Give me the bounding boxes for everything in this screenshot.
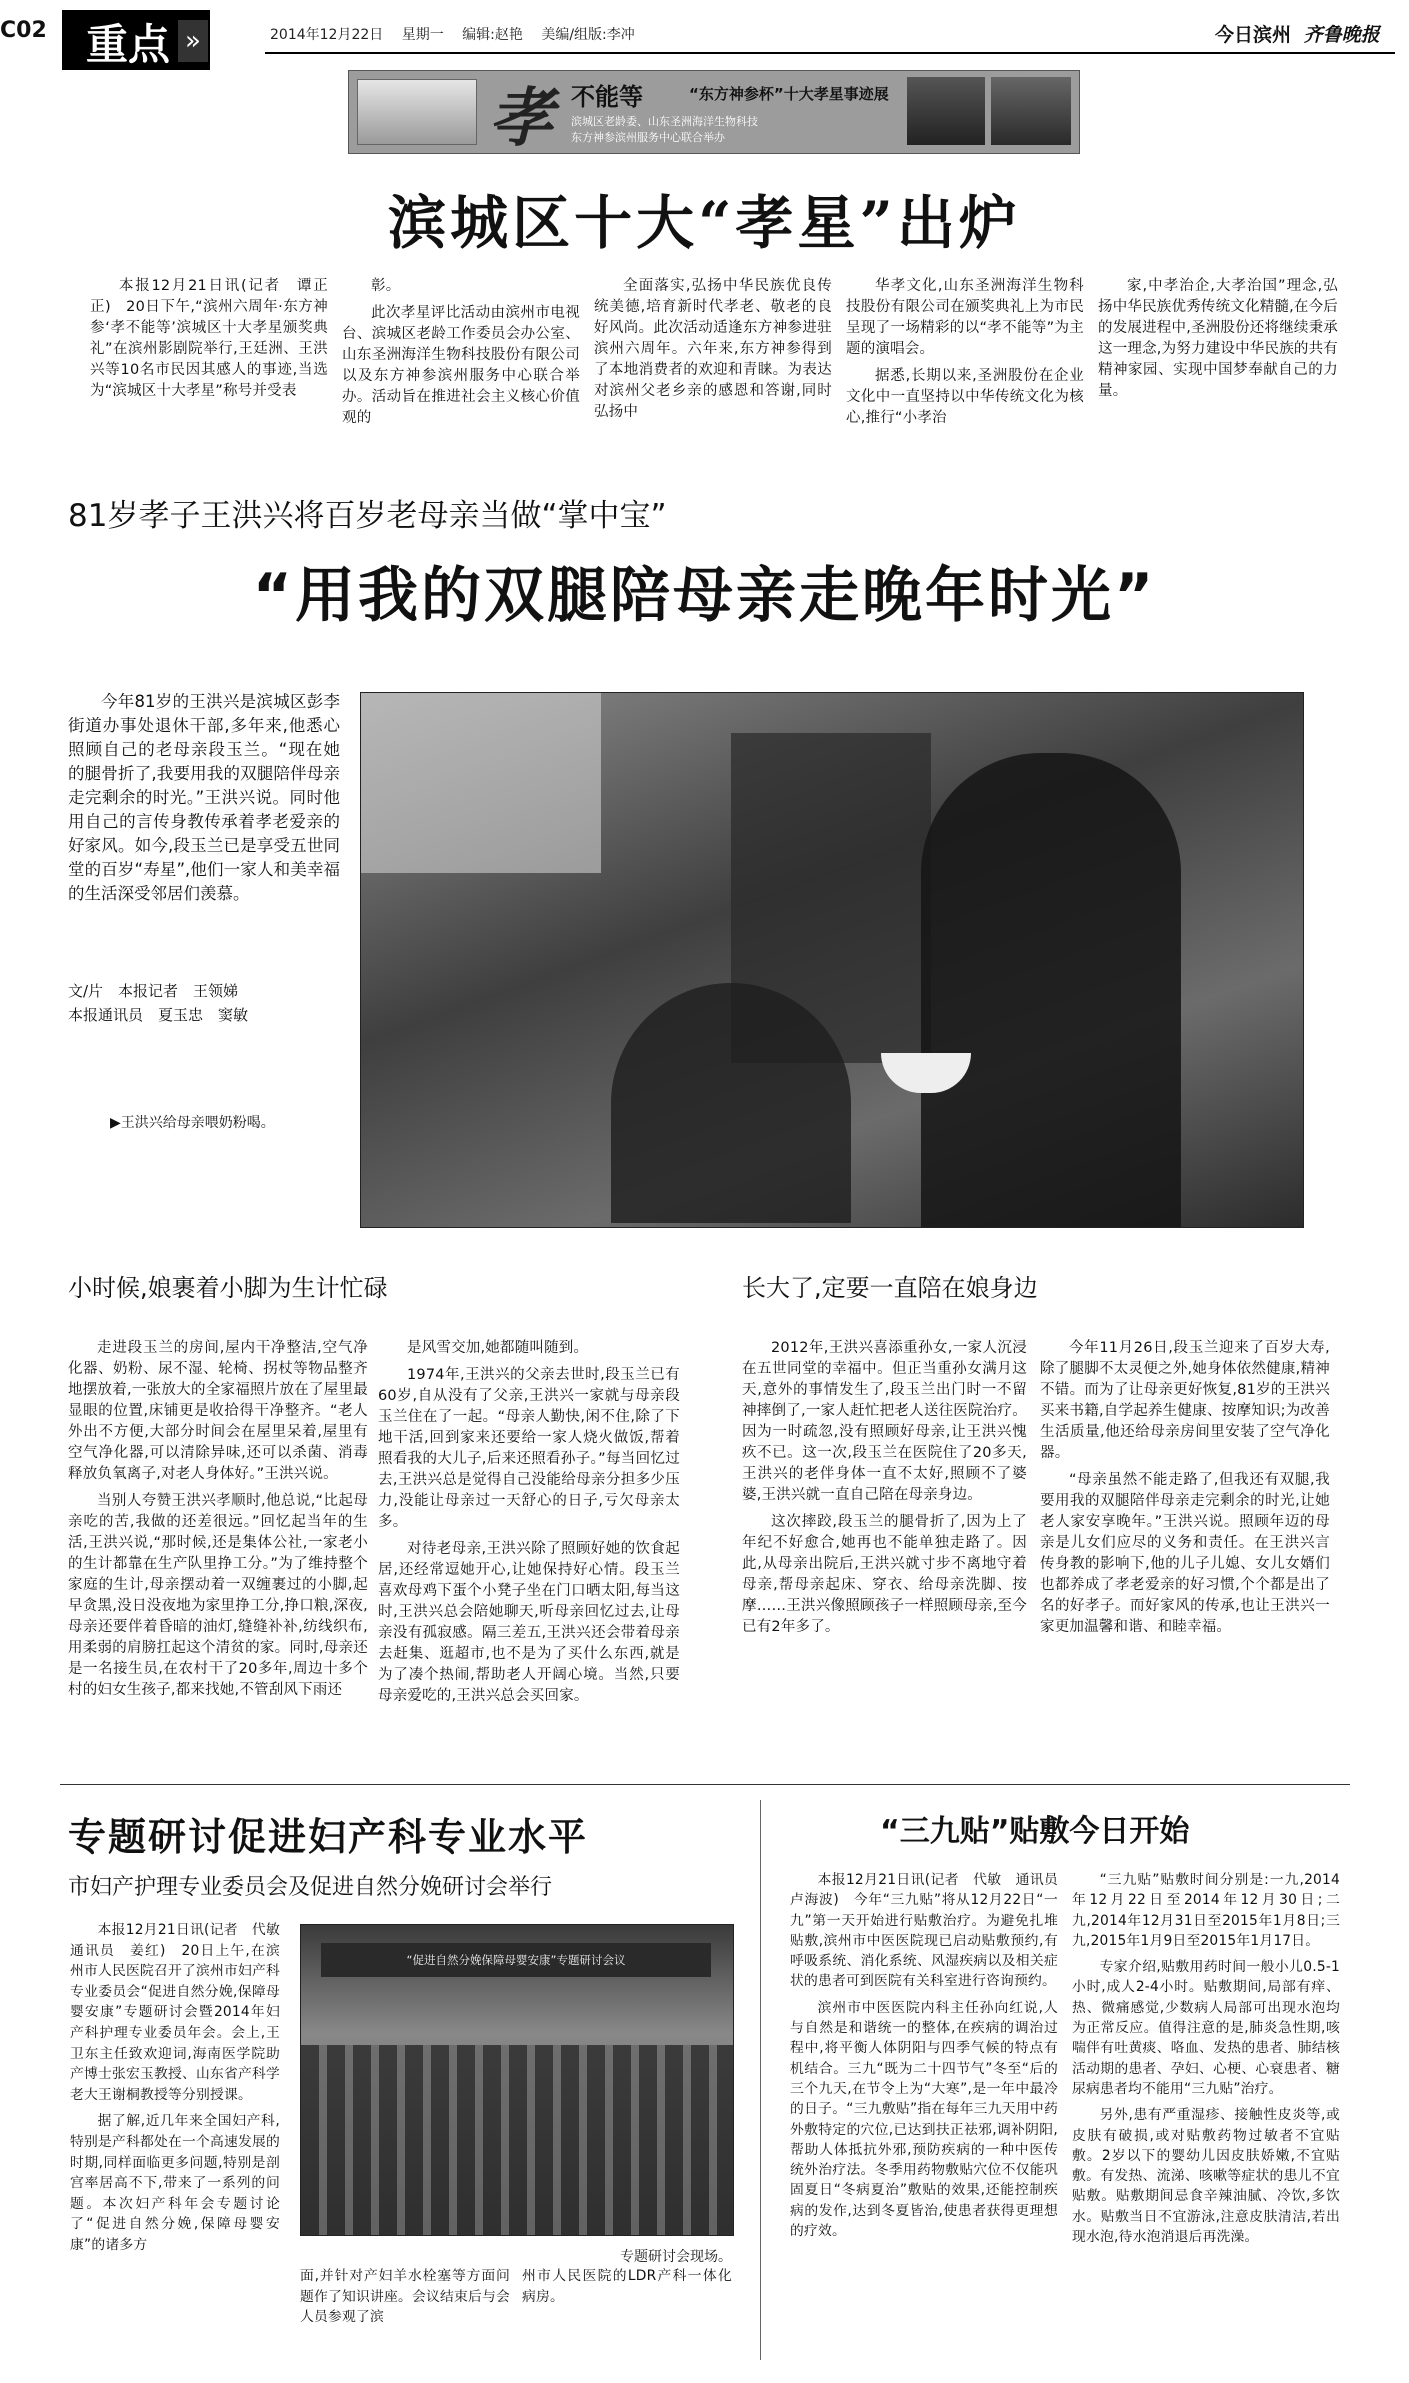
issue-date: 2014年12月22日 bbox=[270, 27, 384, 43]
article2-s1-text: 当别人夸赞王洪兴孝顺时,他总说,“比起母亲吃的苦,我做的还差很远。”回忆起当年的生活,王洪兴说,“那时候,还是集体公社,一家老小的生计都靠在生产队里挣工分。”为了维持整个家庭的生计,母亲摆动着一双缠裹过的小脚,起早贪黑,没日没夜地为家里挣工分,挣口粮,深夜,母亲还要伴着昏暗的油灯,缝缝补补,纺线织布,用柔弱的肩膀扛起这个清贫的家。同时,母亲还是一名接生员,在农村干了20多年,周边十多个村的妇女生孩子,都来找她,不管刮风下雨还 bbox=[68, 1493, 368, 1698]
banner-line1: 滨城区老龄委、山东圣洲海洋生物科技 bbox=[571, 115, 758, 128]
article2-s2-column-1 bbox=[742, 1338, 1027, 1644]
article2-s1-text: 走进段玉兰的房间,屋内干净整洁,空气净化器、奶粉、尿不湿、轮椅、拐杖等物品整齐地摆放着,一张放大的全家福照片放在了屋里最显眼的位置,床铺更是收拾得干净整齐。“老人外出不方便,大部分时间会在屋里呆着,屋里有空气净化器,可以清除异味,还可以杀菌、消毒释放负氧离子,对老人身体好。”王洪兴说。 bbox=[68, 1340, 368, 1482]
article3-column-2 bbox=[300, 2266, 510, 2334]
article1-paragraph: 彰。 bbox=[371, 278, 401, 294]
article1-column-1 bbox=[90, 276, 328, 408]
designer: 美编/组版:李冲 bbox=[541, 27, 635, 43]
banner-event: “东方神参杯”十大孝星事迹展 bbox=[689, 85, 889, 103]
article4-text: 专家介绍,贴敷用药时间一般小儿0.5-1小时,成人2-4小时。贴敷期间,局部有痒、热、微痛感觉,少数病人局部可出现水泡均为正常反应。值得注意的是,肺炎急性期,咳喘伴有吐黄痰、咯血、发热的患者、肺结核活动期的患者、孕妇、心梗、心衰患者、糖尿病患者均不能用“三九贴”治疗。 bbox=[1072, 1959, 1340, 2097]
article1-column-3 bbox=[594, 276, 832, 429]
article1-headline: 滨城区十大“孝星”出炉 bbox=[388, 189, 1021, 257]
editor: 编辑:赵艳 bbox=[462, 27, 523, 43]
article1-paragraph: 华孝文化,山东圣洲海洋生物科技股份有限公司在颁奖典礼上为市民呈现了一场精彩的以“孝不能等”为主题的演唱会。 bbox=[846, 278, 1084, 357]
article3-column-1 bbox=[70, 1920, 294, 2262]
article2-section2-title: 长大了,定要一直陪在娘身边 bbox=[742, 1274, 1038, 1302]
masthead-rule bbox=[265, 52, 1395, 54]
article2-s2-text: 今年11月26日,段玉兰迎来了百岁大寿,除了腿脚不太灵便之外,她身体依然健康,精神不错。而为了让母亲更好恢复,81岁的王洪兴买来书籍,自学起养生健康、按摩知识;为改善生活质量,他还给母亲房间里安装了空气净化器。 bbox=[1040, 1340, 1330, 1461]
article3-text: 州市人民医院的LDR产科一体化病房。 bbox=[522, 2268, 732, 2305]
article3-subhead: 市妇产护理专业委员会及促进自然分娩研讨会举行 bbox=[68, 1875, 553, 1900]
article1-paragraph: 此次孝星评比活动由滨州市电视台、滨城区老龄工作委员会办公室、山东圣洲海洋生物科技股份有限公司以及东方神参滨州服务中心联合举办。活动旨在推进社会主义核心价值观的 bbox=[342, 305, 580, 426]
banner-title: 不能等 bbox=[571, 83, 643, 111]
article2-byline-1: 文/片 本报记者 王领娣 bbox=[68, 982, 239, 1000]
article2-s2-text: 这次摔跤,段玉兰的腿骨折了,因为上了年纪不好愈合,她再也不能单独走路了。因此,从母亲出院后,王洪兴就寸步不离地守着母亲,帮母亲起床、穿衣、给母亲洗脚、按摩……王洪兴像照顾孩子一样照顾母亲,至今已有2年多了。 bbox=[742, 1514, 1027, 1635]
article2-s1-column-2 bbox=[378, 1338, 680, 1713]
banner-line2: 东方神参滨州服务中心联合举办 bbox=[571, 131, 725, 144]
article3-photo bbox=[300, 1924, 734, 2236]
section-title: 重点 bbox=[86, 20, 171, 69]
article3-headline: 专题研讨促进妇产科专业水平 bbox=[68, 1815, 589, 1859]
article2-section1-title: 小时候,娘裹着小脚为生计忙碌 bbox=[68, 1274, 388, 1302]
article4-text: “三九贴”贴敷时间分别是:一九,2014年12月22日至2014年12月30日;二九,2014年12月31日至2015年1月8日;三九,2015年1月9日至2015年1月17日。 bbox=[1072, 1872, 1340, 1949]
banner-big-char: 孝 bbox=[489, 81, 553, 156]
article4-text: 本报12月21日讯(记者 代敏 通讯员 卢海波) 今年“三九贴”将从12月22日“一九”第一天开始进行贴敷治疗。为避免扎堆贴敷,滨州市中医医院现已启动贴敷预约,有呼吸系统、消化系统、风湿疾病以及相关症状的患者可到医院有关科室进行咨询预约。 bbox=[790, 1872, 1072, 1990]
article2-s1-text: 对待老母亲,王洪兴除了照顾好她的饮食起居,还经常逗她开心,让她保持好心情。段玉兰喜欢母鸡下蛋个小凳子坐在门口晒太阳,每当这时,王洪兴总会陪她聊天,听母亲回忆过去,让母亲没有孤寂感。隔三差五,王洪兴还会带着母亲去赶集、逛超市,也不是为了买什么东西,就是为了凑个热闹,帮助老人开阔心境。当然,只要母亲爱吃的,王洪兴总会买回家。 bbox=[378, 1541, 680, 1704]
article3-audience bbox=[301, 2045, 733, 2235]
photo-caption: ▶王洪兴给母亲喂奶粉喝。 bbox=[110, 1115, 275, 1131]
article1-paragraph: 全面落实,弘扬中华民族优良传统美德,培育新时代孝老、敬老的良好风尚。此次活动适逢东方神参进驻滨州六周年。六年来,东方神参得到了本地消费者的欢迎和青睐。为表达对滨州父老乡亲的感恩和答谢,同时弘扬中 bbox=[594, 278, 832, 420]
article4-column-1 bbox=[790, 1870, 1072, 2247]
paper-brand: 齐鲁晚报 bbox=[1303, 24, 1380, 46]
article2-s2-column-2 bbox=[1040, 1338, 1330, 1644]
article3-text: 据了解,近几年来全国妇产科,特别是产科都处在一个高速发展的时期,同样面临更多问题,特别是剖宫率居高不下,带来了一系列的问题。本次妇产科年会专题讨论了“促进自然分娩,保障母婴安康”的诸多方 bbox=[70, 2113, 280, 2253]
photo-son bbox=[921, 753, 1181, 1227]
banner-photo-1 bbox=[907, 77, 985, 145]
banner-product-image bbox=[357, 79, 477, 145]
article3-text: 本报12月21日讯(记者 代敏 通讯员 姜红) 20日上午,在滨州市人民医院召开了滨州市妇产科专业委员会“促进自然分娩,保障母婴安康”专题研讨会暨2014年妇产科护理专业委员年会。会上,王卫东主任致欢迎词,海南医学院助产博士张宏玉教授、山东省产科学老大王谢桐教授等分别授课。 bbox=[70, 1922, 294, 2103]
photo-mother bbox=[611, 983, 851, 1223]
article1-column-4 bbox=[846, 276, 1084, 435]
article3-stage-banner: “促进自然分娩保障母婴安康”专题研讨会议 bbox=[321, 1943, 711, 1977]
page-number: C02 bbox=[0, 18, 47, 43]
article4-column-2 bbox=[1072, 1870, 1340, 2253]
article2-s1-text: 是风雪交加,她都随叫随到。 bbox=[407, 1340, 589, 1356]
article2-s2-text: 2012年,王洪兴喜添重孙女,一家人沉浸在五世同堂的幸福中。但正当重孙女满月这天,意外的事情发生了,段玉兰出门时一不留神摔倒了,一家人赶忙把老人送往医院治疗。因为一时疏忽,没有照顾好母亲,让王洪兴愧疚不已。这一次,段玉兰在医院住了20多天,王洪兴的老伴身体一直不太好,照顾不了婆婆,王洪兴就一直自己陪在母亲身边。 bbox=[742, 1340, 1027, 1503]
article2-kicker: 81岁孝子王洪兴将百岁老母亲当做“掌中宝” bbox=[68, 498, 667, 534]
article2-s1-column-1 bbox=[68, 1338, 368, 1707]
photo-window bbox=[361, 693, 601, 873]
article1-column-5 bbox=[1098, 276, 1338, 408]
banner-ad bbox=[348, 70, 1080, 154]
section-arrow-icon: » bbox=[178, 20, 208, 62]
article2-s1-text: 1974年,王洪兴的父亲去世时,段玉兰已有60岁,自从没有了父亲,王洪兴一家就与母亲段玉兰住在了一起。“母亲人勤快,闲不住,除了下地干活,回到家来还要给一家人烧火做饭,帮着照看我的大儿子,后来还照看孙子。”每当回忆过去,王洪兴总是觉得自己没能给母亲分担多少压力,没能让母亲过一天舒心的日子,亏欠母亲太多。 bbox=[378, 1367, 680, 1530]
article4-headline: “三九贴”贴敷今日开始 bbox=[880, 1814, 1190, 1849]
paper-name: 今日滨州 bbox=[1215, 24, 1292, 46]
vertical-divider bbox=[760, 1800, 761, 2360]
article3-text: 面,并针对产妇羊水栓塞等方面问题作了知识讲座。会议结束后与会人员参观了滨 bbox=[300, 2268, 510, 2326]
paper-masthead bbox=[1215, 20, 1380, 47]
article2-lead bbox=[68, 690, 340, 912]
article3-photo-caption: 专题研讨会现场。 bbox=[620, 2249, 732, 2265]
weekday: 星期一 bbox=[401, 27, 444, 43]
article4-text: 滨州市中医医院内科主任孙向红说,人与自然是和谐统一的整体,在疾病的调治过程中,将平衡人体阴阳与四季气候的特点有机结合。三九“既为二十四节气”冬至“后的三个九天,在节令上为“大寒”,是一年中最冷的日子。“三九敷贴”指在每年三九天用中药外敷特定的穴位,已达到扶正祛邪,调补阴阳,帮助人体抵抗外邪,预防疾病的一种中医传统外治疗法。冬季用药物敷贴穴位不仅能巩固夏日“冬病夏治”敷贴的效果,还能控制疾病的发作,达到冬夏皆治,使患者获得更理想的疗效。 bbox=[790, 1999, 1058, 2240]
article4-text: 另外,患有严重湿疹、接触性皮炎等,或皮肤有破损,或对贴敷药物过敏者不宜贴敷。2岁以下的婴幼儿因皮肤娇嫩,不宜贴敷。有发热、流涕、咳嗽等症状的患儿不宜贴敷。贴敷期间忌食辛辣油腻、冷饮,多饮水。贴敷当日不宜游泳,注意皮肤清洁,若出现水泡,待水泡消退后再洗澡。 bbox=[1072, 2107, 1340, 2246]
header-meta bbox=[270, 24, 635, 44]
article1-paragraph: 据悉,长期以来,圣洲股份在企业文化中一直坚持以中华传统文化为核心,推行“小孝治 bbox=[846, 368, 1084, 426]
article2-photo bbox=[360, 692, 1304, 1228]
banner-photo-2 bbox=[991, 77, 1071, 145]
article2-s2-text: “母亲虽然不能走路了,但我还有双腿,我要用我的双腿陪伴母亲走完剩余的时光,让她老人家安享晚年。”王洪兴说。照顾年迈的母亲是儿女们应尽的义务和责任。在王洪兴言传身教的影响下,他的儿子儿媳、女儿女婿们也都养成了孝老爱亲的好习惯,个个都是出了名的好孝子。而好家风的传承,也让王洪兴一家更加温馨和谐、和睦幸福。 bbox=[1040, 1472, 1330, 1635]
article3-column-3 bbox=[522, 2266, 732, 2313]
article2-byline-2: 本报通讯员 夏玉忠 窦敏 bbox=[68, 1006, 249, 1024]
article1-paragraph: 本报12月21日讯(记者 谭正正) 20日下午,“滨州六周年·东方神参‘孝不能等’滨城区十大孝星颁奖典礼”在滨州影剧院举行,王廷洲、王洪兴等10名市民因其感人的事迹,当选为“滨城区十大孝星”称号并受表 bbox=[90, 278, 328, 399]
article2-headline: “用我的双腿陪母亲走晚年时光” bbox=[252, 561, 1157, 631]
article1-paragraph: 家,中孝治企,大孝治国”理念,弘扬中华民族优秀传统文化精髓,在今后的发展进程中,圣洲股份还将继续秉承这一理念,为努力建设中华民族的共有精神家园、实现中国梦奉献自己的力量。 bbox=[1098, 278, 1339, 399]
section-divider bbox=[60, 1784, 1350, 1785]
article2-lead-text: 今年81岁的王洪兴是滨城区彭李街道办事处退休干部,多年来,他悉心照顾自己的老母亲段玉兰。“现在她的腿骨折了,我要用我的双腿陪伴母亲走完剩余的时光。”王洪兴说。同时他用自己的言传身教传承着孝老爱亲的好家风。如今,段玉兰已是享受五世同堂的百岁“寿星”,他们一家人和美幸福的生活深受邻居们羡慕。 bbox=[68, 692, 340, 903]
article1-column-2 bbox=[342, 276, 580, 435]
